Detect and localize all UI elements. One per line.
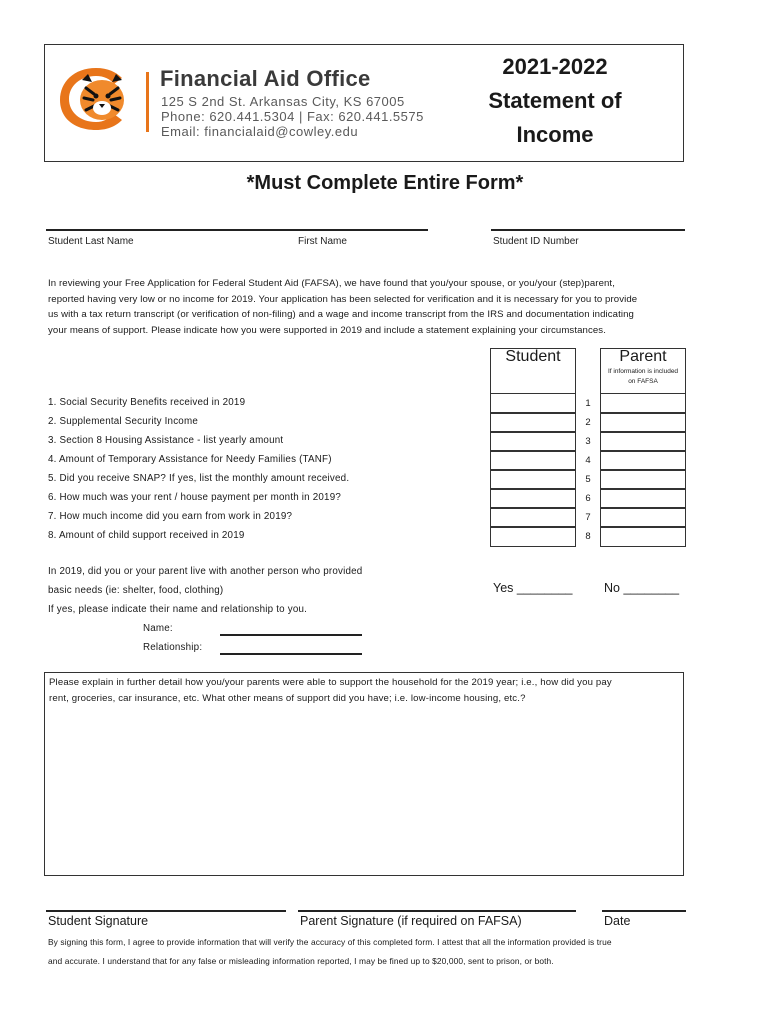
question-number: 5: [585, 474, 591, 485]
student-amount-field[interactable]: [490, 450, 576, 471]
date-label: Date: [604, 914, 631, 928]
disclaimer-line1: By signing this form, I agree to provide information that will verify the accuracy of this completed form. I attest that all the information provided is true: [48, 937, 612, 947]
student-name-line[interactable]: [46, 229, 428, 231]
student-amount-field[interactable]: [490, 469, 576, 490]
form-title-line2: Statement of: [488, 88, 622, 113]
student-amount-field[interactable]: [490, 526, 576, 547]
question-number: 1: [585, 398, 591, 409]
parent-signature-line[interactable]: [298, 910, 576, 912]
parent-signature-label: Parent Signature (if required on FAFSA): [300, 914, 522, 928]
question-text: 6. How much was your rent / house payment per month in 2019?: [48, 492, 341, 503]
student-amount-field[interactable]: [490, 393, 576, 414]
header-divider: [146, 72, 149, 132]
no-option[interactable]: No ________: [604, 581, 680, 595]
disclaimer-line2: and accurate. I understand that for any false or misleading information reported, I may be fined up to $20,000, sent to prison, or both.: [48, 956, 554, 966]
parent-amount-field[interactable]: [600, 507, 686, 528]
parent-column-header: Parent: [619, 348, 667, 365]
first-name-label: First Name: [298, 236, 347, 247]
live-with-question-line2: basic needs (ie: shelter, food, clothing): [48, 585, 224, 596]
form-title: [470, 50, 640, 152]
intro-line: In reviewing your Free Application for Federal Student Aid (FAFSA), we have found that you/your spouse, or you/your (step)parent,: [48, 278, 615, 289]
intro-line: reported having very low or no income for 2019. Your application has been selected for verification and it is necessary for you to provide: [48, 293, 638, 305]
yes-option[interactable]: Yes ________: [493, 581, 573, 595]
parent-amount-field[interactable]: [600, 431, 686, 452]
student-amount-field[interactable]: [490, 431, 576, 452]
parent-note-line2: on FAFSA: [628, 378, 658, 385]
question-text: 7. How much income did you earn from work in 2019?: [48, 511, 293, 522]
student-last-name-label: Student Last Name: [48, 236, 134, 247]
live-with-question-line1: In 2019, did you or your parent live with another person who provided: [48, 566, 363, 577]
intro-paragraph: [48, 276, 688, 338]
student-signature-label: Student Signature: [48, 914, 149, 928]
question-text: 8. Amount of child support received in 2019: [48, 530, 245, 541]
question-number: 7: [585, 512, 591, 523]
if-yes-instruction: If yes, please indicate their name and relationship to you.: [48, 604, 308, 615]
parent-note-line1: If information is included: [607, 368, 679, 375]
office-phone-fax: Phone: 620.441.5304 | Fax: 620.441.5575: [161, 109, 424, 124]
form-title-line3: Income: [516, 122, 594, 147]
student-amount-field[interactable]: [490, 507, 576, 528]
office-email: Email: financialaid@cowley.edu: [161, 124, 359, 139]
name-input-line[interactable]: [220, 634, 362, 636]
student-amount-field[interactable]: [490, 488, 576, 509]
student-column-header: Student: [505, 348, 561, 365]
question-text: 2. Supplemental Security Income: [48, 416, 198, 427]
parent-amount-field[interactable]: [600, 412, 686, 433]
explain-prompt-line1: Please explain in further detail how you/your parents were able to support the household for the 2019 year; i.e., how did you pay: [49, 677, 612, 688]
question-text: 5. Did you receive SNAP? If yes, list the monthly amount received.: [48, 473, 350, 484]
parent-amount-field[interactable]: [600, 469, 686, 490]
office-name: Financial Aid Office: [160, 66, 371, 91]
must-complete-heading: *Must Complete Entire Form*: [246, 172, 524, 194]
parent-amount-field[interactable]: [600, 488, 686, 509]
relationship-input-line[interactable]: [220, 653, 362, 655]
question-text: 3. Section 8 Housing Assistance - list yearly amount: [48, 435, 284, 446]
relationship-label: Relationship:: [143, 642, 203, 653]
student-signature-line[interactable]: [46, 910, 286, 912]
intro-line: your means of support. Please indicate how you were supported in 2019 and include a statement explaining your circumstances.: [48, 324, 606, 336]
office-address: 125 S 2nd St. Arkansas City, KS 67005: [161, 94, 405, 109]
question-number: 6: [585, 493, 591, 504]
question-number: 2: [585, 417, 591, 428]
explanation-textbox[interactable]: [44, 672, 684, 876]
question-text: 1. Social Security Benefits received in 2019: [48, 397, 246, 408]
question-number: 4: [585, 455, 591, 466]
parent-amount-field[interactable]: [600, 450, 686, 471]
question-text: 4. Amount of Temporary Assistance for Needy Families (TANF): [48, 454, 332, 465]
parent-amount-field[interactable]: [600, 393, 686, 414]
name-label: Name:: [143, 623, 173, 634]
student-amount-field[interactable]: [490, 412, 576, 433]
date-line[interactable]: [602, 910, 686, 912]
student-id-label: Student ID Number: [493, 236, 579, 247]
question-number: 3: [585, 436, 591, 447]
intro-line: us with a tax return transcript (or verification of non-filing) and a wage and income transcript from the IRS and documentation indicating: [48, 309, 634, 320]
form-title-year: 2021-2022: [502, 54, 608, 79]
tiger-logo-icon: [56, 64, 136, 134]
question-number: 8: [585, 531, 591, 542]
student-id-line[interactable]: [491, 229, 685, 231]
explain-prompt-line2: rent, groceries, car insurance, etc. What other means of support did you have; i.e. low-income housing, etc.?: [49, 693, 526, 704]
parent-amount-field[interactable]: [600, 526, 686, 547]
